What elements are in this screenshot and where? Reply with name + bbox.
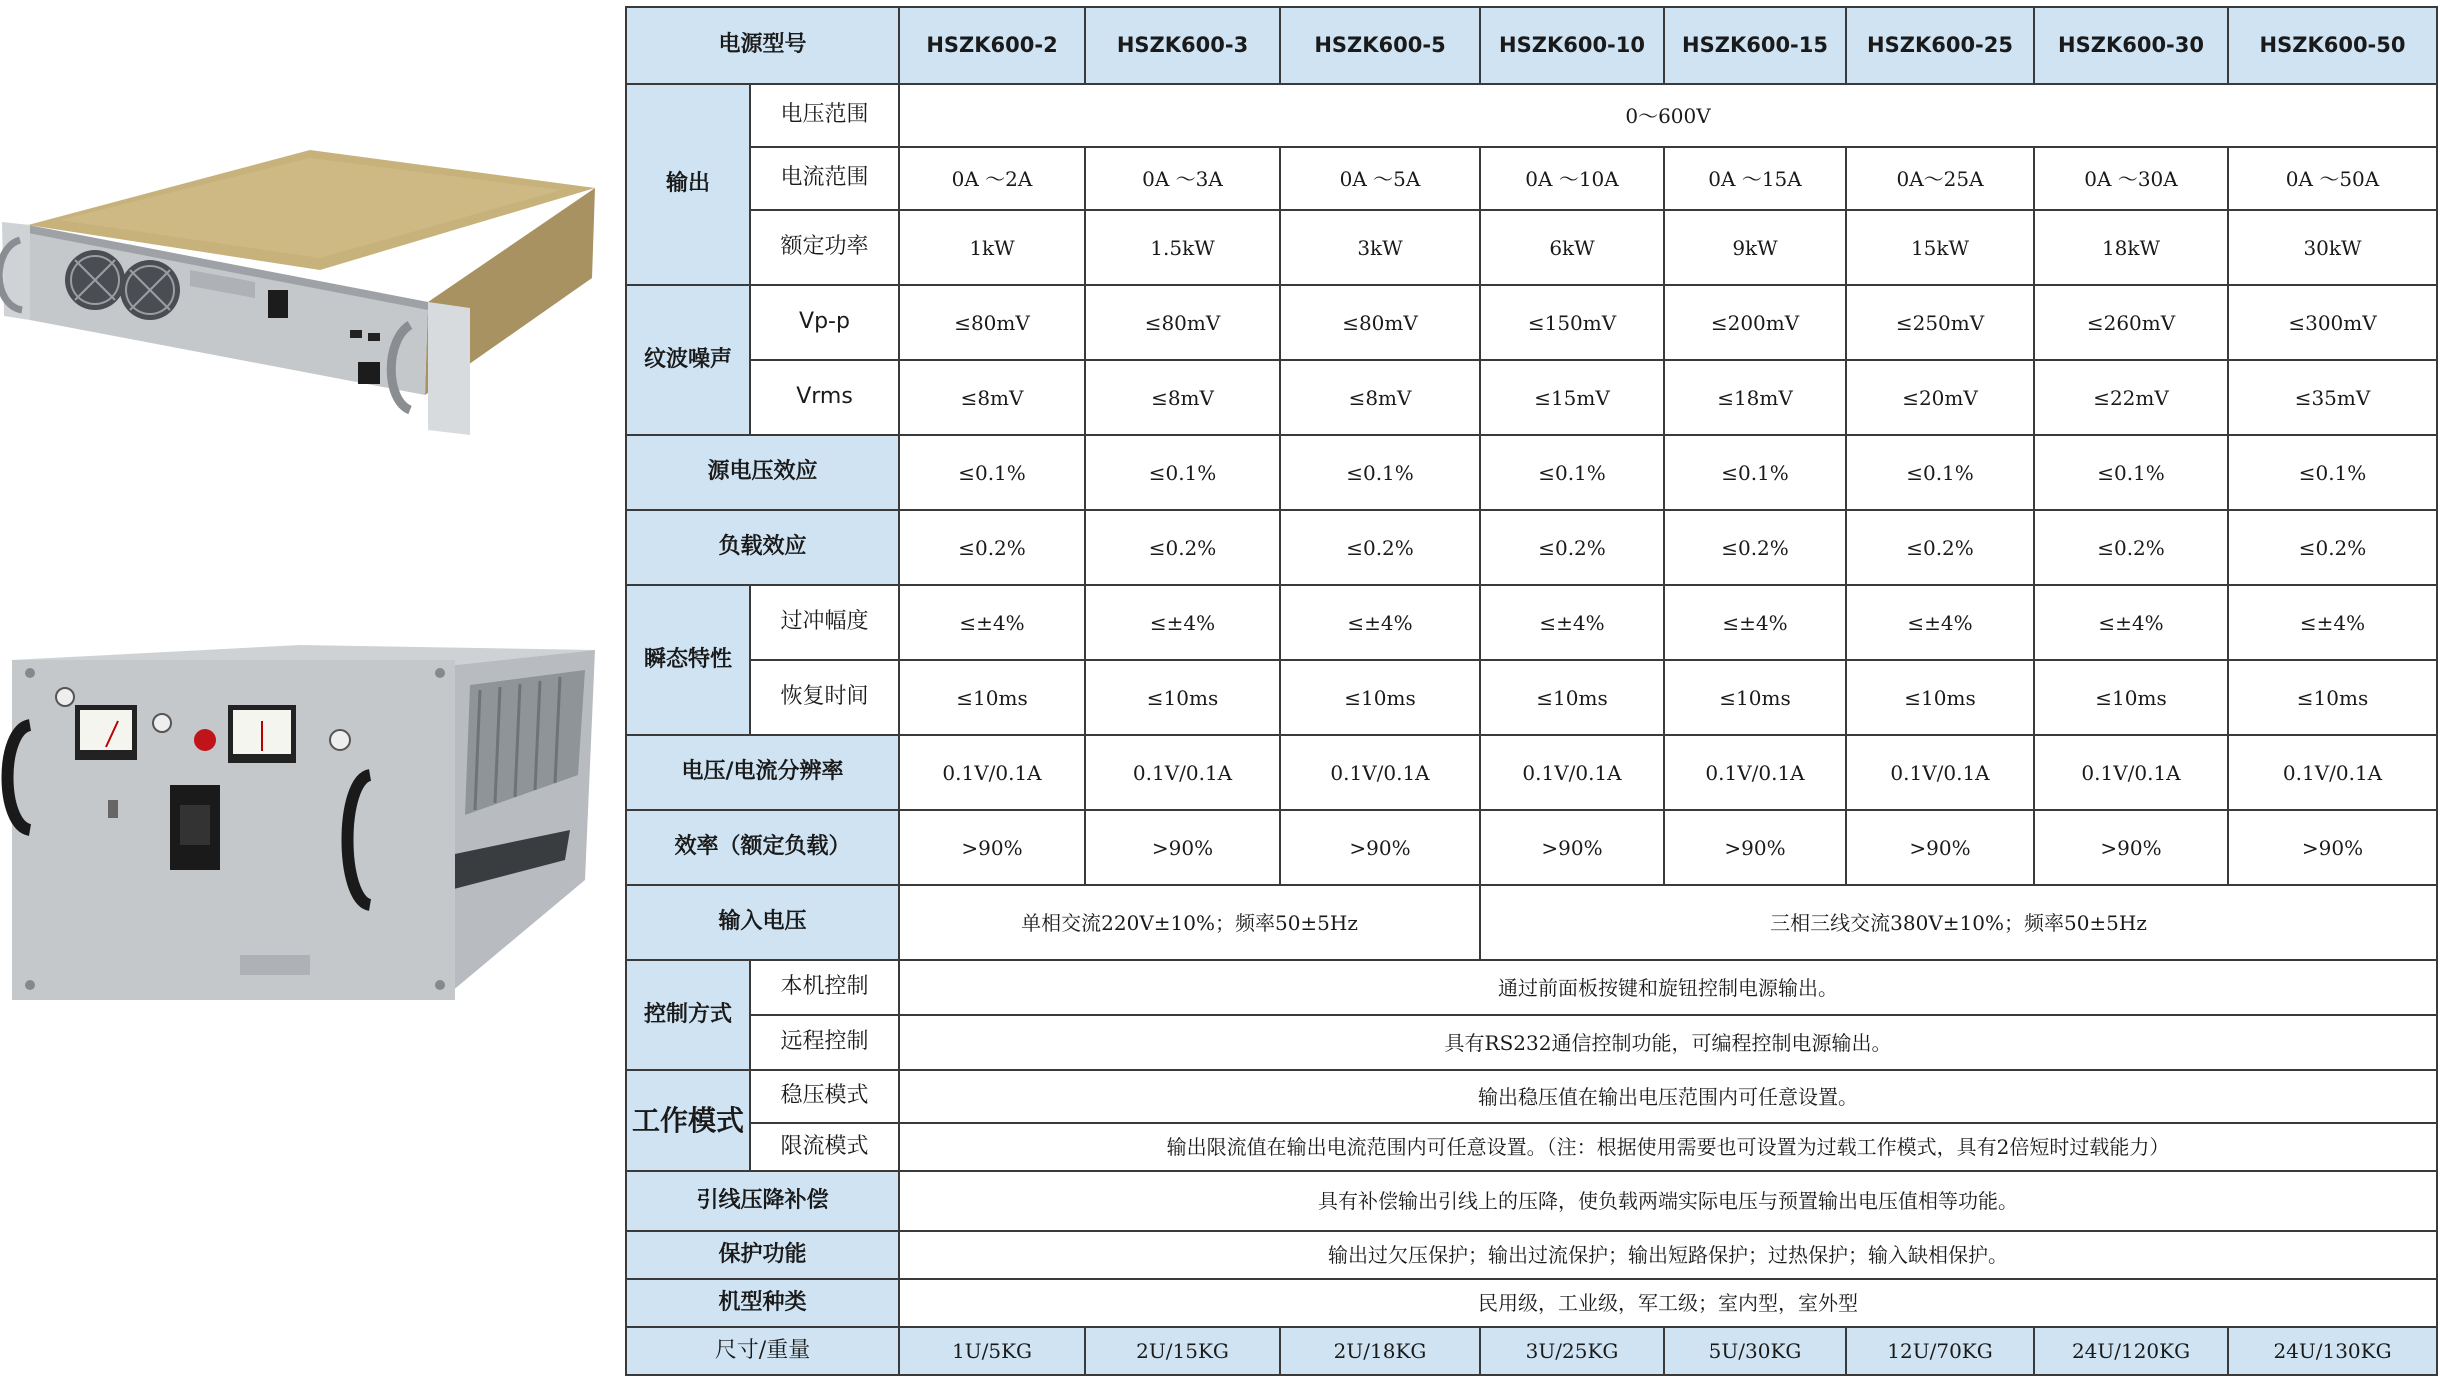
rated-power-cell: 15kW (1846, 210, 2034, 285)
size-weight-cell: 2U/18KG (1280, 1327, 1480, 1375)
current-range-cell: 0A ～5A (1280, 147, 1480, 210)
load-effect-cell: ≤0.2% (1085, 510, 1280, 585)
lead-compensation-label: 引线压降补偿 (626, 1171, 899, 1231)
current-range-cell: 0A ～3A (1085, 147, 1280, 210)
load-effect-cell: ≤0.2% (1664, 510, 1846, 585)
recovery-cell: ≤10ms (1280, 660, 1480, 735)
input-single-phase: 单相交流220V±10%；频率50±5Hz (899, 885, 1480, 960)
vrms-label: Vrms (750, 360, 899, 435)
size-weight-cell: 5U/30KG (1664, 1327, 1846, 1375)
size-weight-cell: 2U/15KG (1085, 1327, 1280, 1375)
overshoot-cell: ≤±4% (1664, 585, 1846, 660)
model-header-label: 电源型号 (626, 7, 899, 84)
vpp-cell: ≤80mV (899, 285, 1085, 360)
rated-power-cell: 6kW (1480, 210, 1664, 285)
load-effect-cell: ≤0.2% (1280, 510, 1480, 585)
cc-mode-row (626, 1123, 2437, 1171)
protection-value: 输出过欠压保护；输出过流保护；输出短路保护；过热保护；输入缺相保护。 (899, 1231, 2437, 1279)
efficiency-row (626, 810, 2437, 885)
model-col-1: HSZK600-2 (899, 7, 1085, 84)
current-range-cell: 0A ～50A (2228, 147, 2437, 210)
vrms-cell: ≤8mV (1280, 360, 1480, 435)
input-three-phase: 三相三线交流380V±10%；频率50±5Hz (1480, 885, 2437, 960)
transient-group-label: 瞬态特性 (626, 585, 750, 735)
load-effect-cell: ≤0.2% (2228, 510, 2437, 585)
rated-power-cell: 1.5kW (1085, 210, 1280, 285)
recovery-cell: ≤10ms (1846, 660, 2034, 735)
local-control-label: 本机控制 (750, 960, 899, 1015)
recovery-label: 恢复时间 (750, 660, 899, 735)
remote-control-value: 具有RS232通信控制功能，可编程控制电源输出。 (899, 1015, 2437, 1070)
rated-power-label: 额定功率 (750, 210, 899, 285)
overshoot-row (626, 585, 2437, 660)
cv-mode-label: 稳压模式 (750, 1070, 899, 1123)
model-col-7: HSZK600-30 (2034, 7, 2228, 84)
resolution-cell: 0.1V/0.1A (1280, 735, 1480, 810)
source-effect-label: 源电压效应 (626, 435, 899, 510)
load-effect-cell: ≤0.2% (2034, 510, 2228, 585)
header-row (626, 7, 2437, 84)
source-effect-cell: ≤0.1% (1280, 435, 1480, 510)
resolution-cell: 0.1V/0.1A (899, 735, 1085, 810)
vpp-label: Vp-p (750, 285, 899, 360)
vrms-cell: ≤22mV (2034, 360, 2228, 435)
current-range-cell: 0A ～15A (1664, 147, 1846, 210)
lead-compensation-row (626, 1171, 2437, 1231)
overshoot-cell: ≤±4% (1280, 585, 1480, 660)
vrms-cell: ≤20mV (1846, 360, 2034, 435)
source-effect-cell: ≤0.1% (899, 435, 1085, 510)
rated-power-cell: 9kW (1664, 210, 1846, 285)
efficiency-cell: >90% (1480, 810, 1664, 885)
cv-mode-row (626, 1070, 2437, 1123)
vrms-cell: ≤18mV (1664, 360, 1846, 435)
voltage-range-label: 电压范围 (750, 84, 899, 147)
ripple-vrms-row (626, 360, 2437, 435)
vrms-cell: ≤8mV (1085, 360, 1280, 435)
load-effect-cell: ≤0.2% (899, 510, 1085, 585)
efficiency-cell: >90% (1085, 810, 1280, 885)
source-effect-cell: ≤0.1% (1480, 435, 1664, 510)
model-col-8: HSZK600-50 (2228, 7, 2437, 84)
rated-power-cell: 1kW (899, 210, 1085, 285)
voltage-range-value: 0～600V (899, 84, 2437, 147)
size-weight-cell: 12U/70KG (1846, 1327, 2034, 1375)
overshoot-cell: ≤±4% (1085, 585, 1280, 660)
size-weight-cell: 1U/5KG (899, 1327, 1085, 1375)
efficiency-cell: >90% (1664, 810, 1846, 885)
source-effect-cell: ≤0.1% (1664, 435, 1846, 510)
model-type-value: 民用级，工业级，军工级；室内型，室外型 (899, 1279, 2437, 1327)
resolution-label: 电压/电流分辨率 (626, 735, 899, 810)
rated-power-row (626, 210, 2437, 285)
efficiency-label: 效率（额定负载） (626, 810, 899, 885)
size-weight-cell: 24U/130KG (2228, 1327, 2437, 1375)
resolution-cell: 0.1V/0.1A (1664, 735, 1846, 810)
output-group-label: 输出 (626, 84, 750, 285)
resolution-cell: 0.1V/0.1A (2228, 735, 2437, 810)
load-effect-label: 负载效应 (626, 510, 899, 585)
model-type-label: 机型种类 (626, 1279, 899, 1327)
recovery-row (626, 660, 2437, 735)
load-effect-cell: ≤0.2% (1846, 510, 2034, 585)
local-control-value: 通过前面板按键和旋钮控制电源输出。 (899, 960, 2437, 1015)
input-voltage-label: 输入电压 (626, 885, 899, 960)
size-weight-cell: 3U/25KG (1480, 1327, 1664, 1375)
overshoot-cell: ≤±4% (2228, 585, 2437, 660)
lead-compensation-value: 具有补偿输出引线上的压降，使负载两端实际电压与预置输出电压值相等功能。 (899, 1171, 2437, 1231)
recovery-cell: ≤10ms (1480, 660, 1664, 735)
rackmount-power-supply-2u-photo (0, 130, 600, 460)
protection-row (626, 1231, 2437, 1279)
resolution-row (626, 735, 2437, 810)
current-range-cell: 0A ～30A (2034, 147, 2228, 210)
source-effect-cell: ≤0.1% (1085, 435, 1280, 510)
remote-control-row (626, 1015, 2437, 1070)
rated-power-cell: 30kW (2228, 210, 2437, 285)
vrms-cell: ≤35mV (2228, 360, 2437, 435)
resolution-cell: 0.1V/0.1A (1480, 735, 1664, 810)
load-effect-cell: ≤0.2% (1480, 510, 1664, 585)
overshoot-cell: ≤±4% (2034, 585, 2228, 660)
overshoot-cell: ≤±4% (1846, 585, 2034, 660)
vpp-cell: ≤250mV (1846, 285, 2034, 360)
vpp-cell: ≤80mV (1085, 285, 1280, 360)
current-range-cell: 0A～25A (1846, 147, 2034, 210)
model-col-3: HSZK600-5 (1280, 7, 1480, 84)
efficiency-cell: >90% (1280, 810, 1480, 885)
vpp-cell: ≤150mV (1480, 285, 1664, 360)
current-range-row (626, 147, 2437, 210)
model-col-6: HSZK600-25 (1846, 7, 2034, 84)
cc-mode-label: 限流模式 (750, 1123, 899, 1171)
spec-table (625, 6, 2438, 1376)
rated-power-cell: 18kW (2034, 210, 2228, 285)
model-col-5: HSZK600-15 (1664, 7, 1846, 84)
cv-mode-value: 输出稳压值在输出电压范围内可任意设置。 (899, 1070, 2437, 1123)
vrms-cell: ≤8mV (899, 360, 1085, 435)
model-col-2: HSZK600-3 (1085, 7, 1280, 84)
overshoot-label: 过冲幅度 (750, 585, 899, 660)
vpp-cell: ≤260mV (2034, 285, 2228, 360)
efficiency-cell: >90% (1846, 810, 2034, 885)
rackmount-power-supply-with-meters-photo (0, 625, 600, 1010)
resolution-cell: 0.1V/0.1A (2034, 735, 2228, 810)
size-weight-row (626, 1327, 2437, 1375)
size-weight-label: 尺寸/重量 (626, 1327, 899, 1375)
current-range-label: 电流范围 (750, 147, 899, 210)
recovery-cell: ≤10ms (1664, 660, 1846, 735)
input-voltage-row (626, 885, 2437, 960)
vrms-cell: ≤15mV (1480, 360, 1664, 435)
vpp-cell: ≤300mV (2228, 285, 2437, 360)
overshoot-cell: ≤±4% (899, 585, 1085, 660)
source-effect-cell: ≤0.1% (2034, 435, 2228, 510)
resolution-cell: 0.1V/0.1A (1846, 735, 2034, 810)
model-type-row (626, 1279, 2437, 1327)
ripple-group-label: 纹波噪声 (626, 285, 750, 435)
recovery-cell: ≤10ms (899, 660, 1085, 735)
current-range-cell: 0A ～2A (899, 147, 1085, 210)
vpp-cell: ≤80mV (1280, 285, 1480, 360)
efficiency-cell: >90% (2228, 810, 2437, 885)
ripple-vpp-row (626, 285, 2437, 360)
overshoot-cell: ≤±4% (1480, 585, 1664, 660)
recovery-cell: ≤10ms (2228, 660, 2437, 735)
source-effect-row (626, 435, 2437, 510)
voltage-range-row (626, 84, 2437, 147)
protection-label: 保护功能 (626, 1231, 899, 1279)
load-effect-row (626, 510, 2437, 585)
source-effect-cell: ≤0.1% (2228, 435, 2437, 510)
work-mode-group-label: 工作模式 (626, 1070, 750, 1171)
control-group-label: 控制方式 (626, 960, 750, 1070)
efficiency-cell: >90% (2034, 810, 2228, 885)
efficiency-cell: >90% (899, 810, 1085, 885)
model-col-4: HSZK600-10 (1480, 7, 1664, 84)
cc-mode-value: 输出限流值在输出电流范围内可任意设置。（注：根据使用需要也可设置为过载工作模式，具有2倍短时过载能力） (899, 1123, 2437, 1171)
rated-power-cell: 3kW (1280, 210, 1480, 285)
recovery-cell: ≤10ms (1085, 660, 1280, 735)
size-weight-cell: 24U/120KG (2034, 1327, 2228, 1375)
recovery-cell: ≤10ms (2034, 660, 2228, 735)
vpp-cell: ≤200mV (1664, 285, 1846, 360)
current-range-cell: 0A ～10A (1480, 147, 1664, 210)
remote-control-label: 远程控制 (750, 1015, 899, 1070)
source-effect-cell: ≤0.1% (1846, 435, 2034, 510)
resolution-cell: 0.1V/0.1A (1085, 735, 1280, 810)
local-control-row (626, 960, 2437, 1015)
